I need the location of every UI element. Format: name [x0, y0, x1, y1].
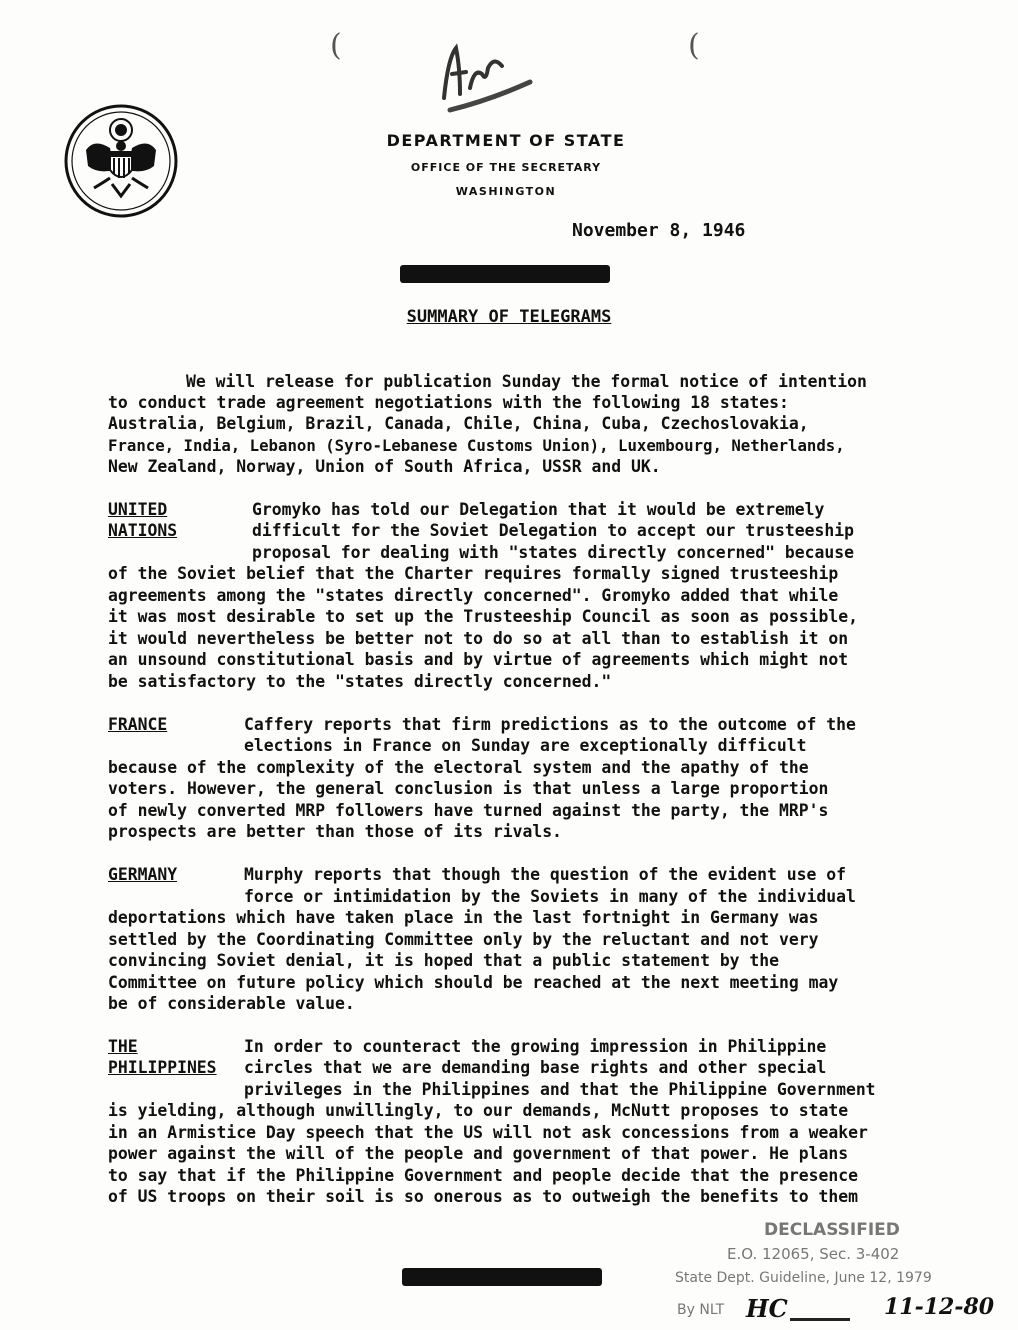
section-label-germany: GERMANY — [108, 865, 178, 884]
un-line: it was most desirable to set up the Trusteeship Council as soon as possible, — [108, 607, 858, 626]
redaction-bar-bottom — [402, 1268, 602, 1286]
philippines-line: of US troops on their soil is so onerous as to outweigh the benefits to them — [108, 1187, 858, 1206]
un-line: be satisfactory to the "states directly concerned." — [108, 672, 612, 691]
margin-mark-left: ( — [330, 28, 342, 63]
philippines-line: is yielding, although unwillingly, to our demands, McNutt proposes to state — [108, 1101, 849, 1120]
germany-line: convincing Soviet denial, it is hoped that a public statement by the — [108, 951, 780, 970]
un-line: Gromyko has told our Delegation that it would be extremely — [252, 500, 825, 519]
france-line: prospects are better than those of its rivals. — [108, 822, 562, 841]
philippines-line: circles that we are demanding base rights and other special — [244, 1058, 827, 1077]
declassified-stamp-guideline: State Dept. Guideline, June 12, 1979 — [675, 1270, 932, 1286]
letterhead-city: WASHINGTON — [455, 185, 557, 198]
intro-line: France, India, Lebanon (Syro-Lebanese Customs Union), Luxembourg, Netherlands, — [108, 436, 845, 455]
germany-line: Murphy reports that though the question of the evident use of — [244, 865, 846, 884]
letterhead-office: OFFICE OF THE SECRETARY — [410, 161, 602, 174]
un-line: of the Soviet belief that the Charter requires formally signed trusteeship — [108, 564, 839, 583]
france-line: voters. However, the general conclusion is that unless a large proportion — [108, 779, 829, 798]
philippines-line: in an Armistice Day speech that the US will not ask concessions from a weaker — [108, 1123, 868, 1142]
un-line: proposal for dealing with "states directly concerned" because — [252, 543, 854, 562]
section-label-united-nations: NATIONS — [108, 521, 178, 540]
document-title: SUMMARY OF TELEGRAMS — [406, 307, 612, 327]
section-label-france: FRANCE — [108, 715, 168, 734]
margin-mark-right: ( — [688, 28, 700, 63]
intro-line: We will release for publication Sunday the formal notice of intention — [186, 372, 867, 391]
great-seal-eagle-icon — [64, 104, 178, 218]
germany-line: deportations which have taken place in the last fortnight in Germany was — [108, 908, 819, 927]
france-line: elections in France on Sunday are exceptionally difficult — [244, 736, 807, 755]
philippines-line: In order to counteract the growing impression in Philippine — [244, 1037, 827, 1056]
declassified-stamp-eo: E.O. 12065, Sec. 3-402 — [727, 1245, 900, 1263]
declassified-stamp-date: 11-12-80 — [884, 1294, 995, 1320]
un-line: an unsound constitutional basis and by virtue of agreements which might not — [108, 650, 849, 669]
section-label-philippines: PHILIPPINES — [108, 1058, 217, 1077]
declassified-stamp-by: By NLT — [677, 1302, 725, 1318]
philippines-line: power against the will of the people and government of that power. He plans — [108, 1144, 849, 1163]
germany-line: settled by the Coordinating Committee only by the reluctant and not very — [108, 930, 819, 949]
un-line: agreements among the "states directly concerned". Gromyko added that while — [108, 586, 839, 605]
redaction-bar-top — [400, 265, 610, 283]
un-line: difficult for the Soviet Delegation to accept our trusteeship — [252, 521, 854, 540]
france-line: of newly converted MRP followers have turned against the party, the MRP's — [108, 801, 829, 820]
germany-line: force or intimidation by the Soviets in many of the individual — [244, 887, 856, 906]
germany-line: Committee on future policy which should be reached at the next meeting may — [108, 973, 839, 992]
signature-underline — [790, 1318, 850, 1321]
philippines-line: privileges in the Philippines and that the Philippine Government — [244, 1080, 876, 1099]
un-line: it would nevertheless be better not to do so at all than to establish it on — [108, 629, 849, 648]
document-date: November 8, 1946 — [572, 220, 746, 241]
intro-line: to conduct trade agreement negotiations with the following 18 states: — [108, 393, 789, 412]
letterhead-department: DEPARTMENT OF STATE — [386, 131, 626, 150]
philippines-line: to say that if the Philippine Government and people decide that the presence — [108, 1166, 858, 1185]
germany-line: be of considerable value. — [108, 994, 355, 1013]
section-label-united-nations: UNITED — [108, 500, 168, 519]
france-line: Caffery reports that firm predictions as to the outcome of the — [244, 715, 856, 734]
section-label-philippines: THE — [108, 1037, 138, 1056]
handwritten-initials — [430, 38, 540, 118]
intro-line: Australia, Belgium, Brazil, Canada, Chile, China, Cuba, Czechoslovakia, — [108, 414, 809, 433]
france-line: because of the complexity of the electoral system and the apathy of the — [108, 758, 809, 777]
declassified-stamp-title: DECLASSIFIED — [764, 1220, 900, 1240]
intro-line: New Zealand, Norway, Union of South Africa, USSR and UK. — [108, 457, 661, 476]
declassified-stamp-initials: HC — [746, 1294, 788, 1323]
